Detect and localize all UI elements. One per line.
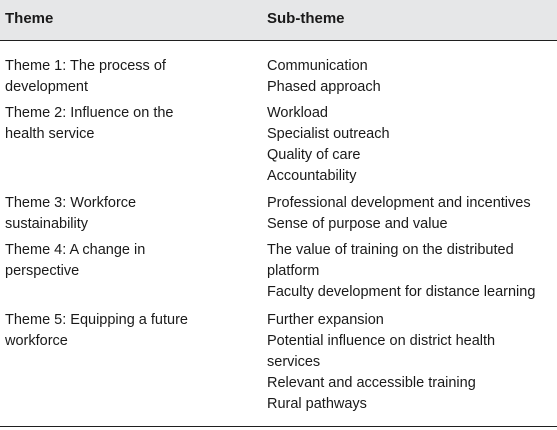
theme-line: Theme 2: Influence on the: [5, 105, 174, 121]
subtheme-line: Further expansion: [267, 312, 384, 328]
theme-line: workforce: [5, 333, 68, 349]
subtheme-line: Specialist outreach: [267, 126, 390, 142]
subtheme-cell: [267, 310, 555, 415]
theme-line: development: [5, 79, 89, 95]
theme-line: Theme 4: A change in: [5, 242, 146, 258]
theme-cell: [5, 193, 250, 235]
theme-cell: [5, 310, 250, 352]
theme-cell: [5, 240, 250, 282]
table-header: [0, 0, 557, 41]
theme-line: perspective: [5, 263, 80, 279]
subtheme-cell: [267, 193, 555, 235]
subtheme-line: Quality of care: [267, 147, 361, 163]
subtheme-line: Communication: [267, 58, 368, 74]
subtheme-line: Potential influence on district health: [267, 333, 496, 349]
subtheme-line: The value of training on the distributed: [267, 242, 514, 258]
subtheme-cell: [267, 56, 555, 98]
header-subtheme: Sub-theme: [267, 10, 345, 27]
subtheme-line: Professional development and incentives: [267, 195, 531, 211]
subtheme-line: services: [267, 354, 321, 370]
subtheme-line: Rural pathways: [267, 396, 367, 412]
subtheme-cell: [267, 240, 555, 303]
subtheme-line: Accountability: [267, 168, 357, 184]
theme-cell: [5, 56, 250, 98]
subtheme-line: Faculty development for distance learning: [267, 284, 536, 300]
table-bottom-rule: [0, 426, 557, 427]
subtheme-line: Sense of purpose and value: [267, 216, 448, 232]
subtheme-line: Relevant and accessible training: [267, 375, 476, 391]
header-theme: Theme: [5, 10, 54, 27]
subtheme-line: platform: [267, 263, 320, 279]
theme-line: sustainability: [5, 216, 89, 232]
subtheme-cell: [267, 103, 555, 187]
theme-line: health service: [5, 126, 95, 142]
theme-line: Theme 5: Equipping a future: [5, 312, 188, 328]
theme-line: Theme 3: Workforce: [5, 195, 137, 211]
subtheme-line: Phased approach: [267, 79, 381, 95]
theme-line: Theme 1: The process of: [5, 58, 166, 74]
subtheme-line: Workload: [267, 105, 328, 121]
theme-cell: [5, 103, 250, 145]
